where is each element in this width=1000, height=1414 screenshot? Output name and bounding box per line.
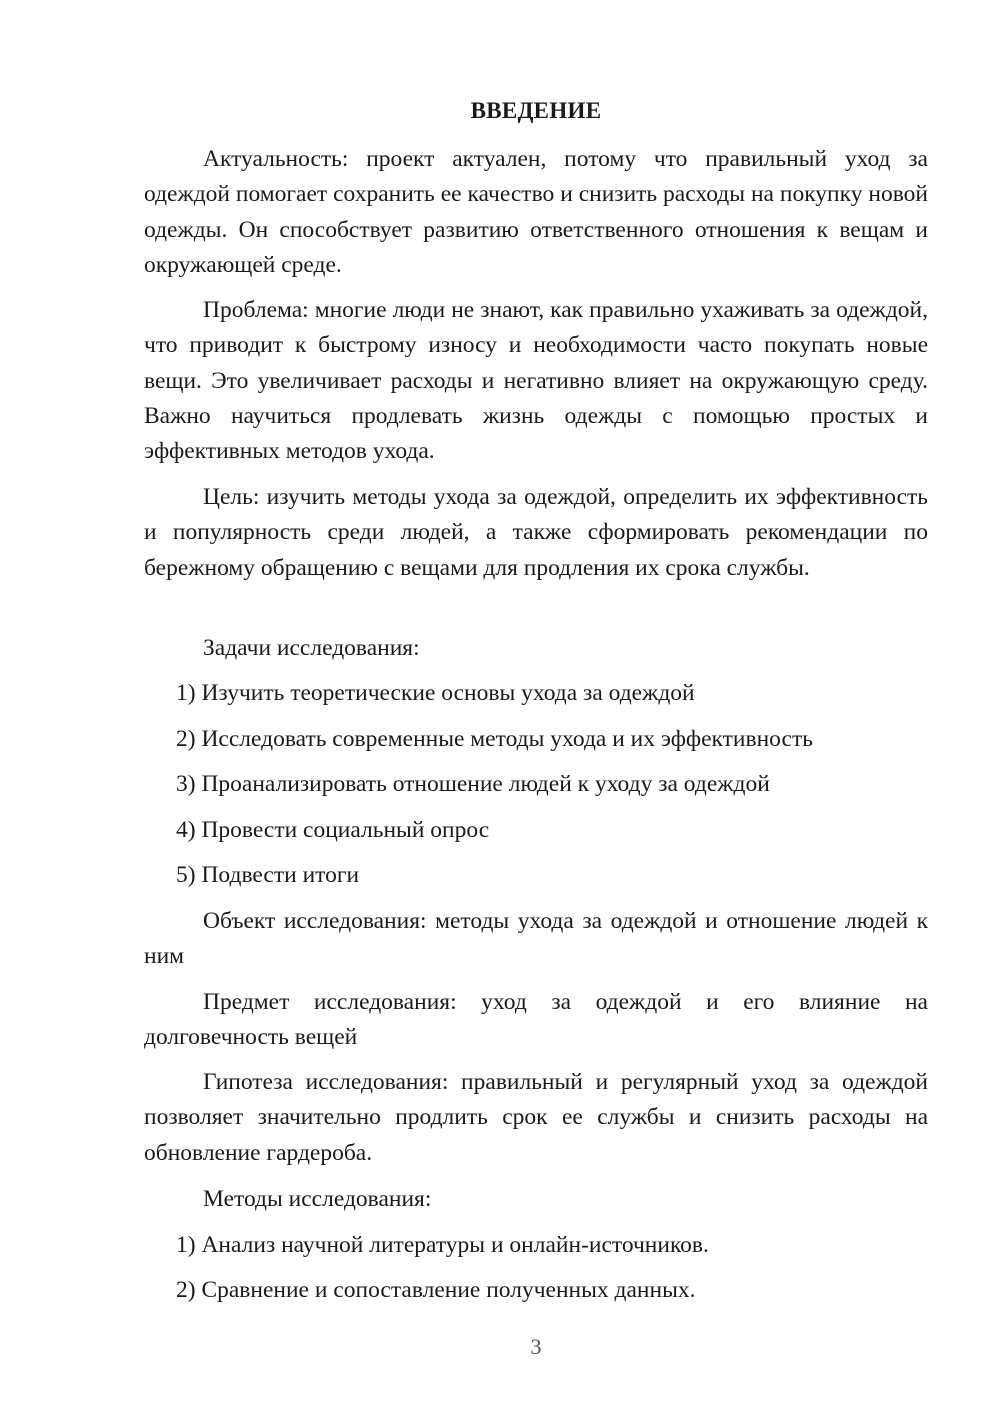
task-item-3: 3) Проанализировать отношение людей к уходу за одеждой <box>176 771 770 797</box>
task-item-4: 4) Провести социальный опрос <box>176 817 490 843</box>
methods-title: Методы исследования: <box>203 1186 432 1212</box>
task-item-2: 2) Исследовать современные методы ухода и их эффективность <box>176 726 813 752</box>
paragraph-problem: Проблема: многие люди не знают, как правильно ухаживать за одеждой, что приводит к быстрому износу и необходимости часто покупать новые вещи. Это увеличивает расходы и негативно влияет на окружающую среду. Важно научиться продлевать жизнь одежды с помощью простых и эффективных методов ухода. <box>144 297 928 465</box>
paragraph-relevance: Актуальность: проект актуален, потому что правильный уход за одеждой помогает сохранить ее качество и снизить расходы на покупку новой одежды. Он способствует развитию ответственного отношения к вещам и окружающей среде. <box>144 146 928 278</box>
document-page <box>144 0 928 1414</box>
page-heading: ВВЕДЕНИЕ <box>470 98 602 123</box>
paragraph-subject: Предмет исследования: уход за одеждой и его влияние на долговечность вещей <box>144 989 928 1051</box>
method-item-2: 2) Сравнение и сопоставление полученных данных. <box>176 1277 696 1303</box>
paragraph-hypothesis: Гипотеза исследования: правильный и регулярный уход за одеждой позволяет значительно продлить срок ее службы и снизить расходы на обновление гардероба. <box>144 1069 928 1166</box>
task-item-5: 5) Подвести итоги <box>176 862 360 888</box>
page-number: 3 <box>530 1334 542 1359</box>
paragraph-object: Объект исследования: методы ухода за одеждой и отношение людей к ним <box>144 908 928 970</box>
tasks-title: Задачи исследования: <box>203 635 420 661</box>
paragraph-goal: Цель: изучить методы ухода за одеждой, определить их эффективность и популярность среди людей, а также сформировать рекомендации по бережному обращению с вещами для продления их срока службы. <box>144 484 928 581</box>
task-item-1: 1) Изучить теоретические основы ухода за одеждой <box>176 680 695 706</box>
method-item-1: 1) Анализ научной литературы и онлайн-источников. <box>176 1232 709 1258</box>
